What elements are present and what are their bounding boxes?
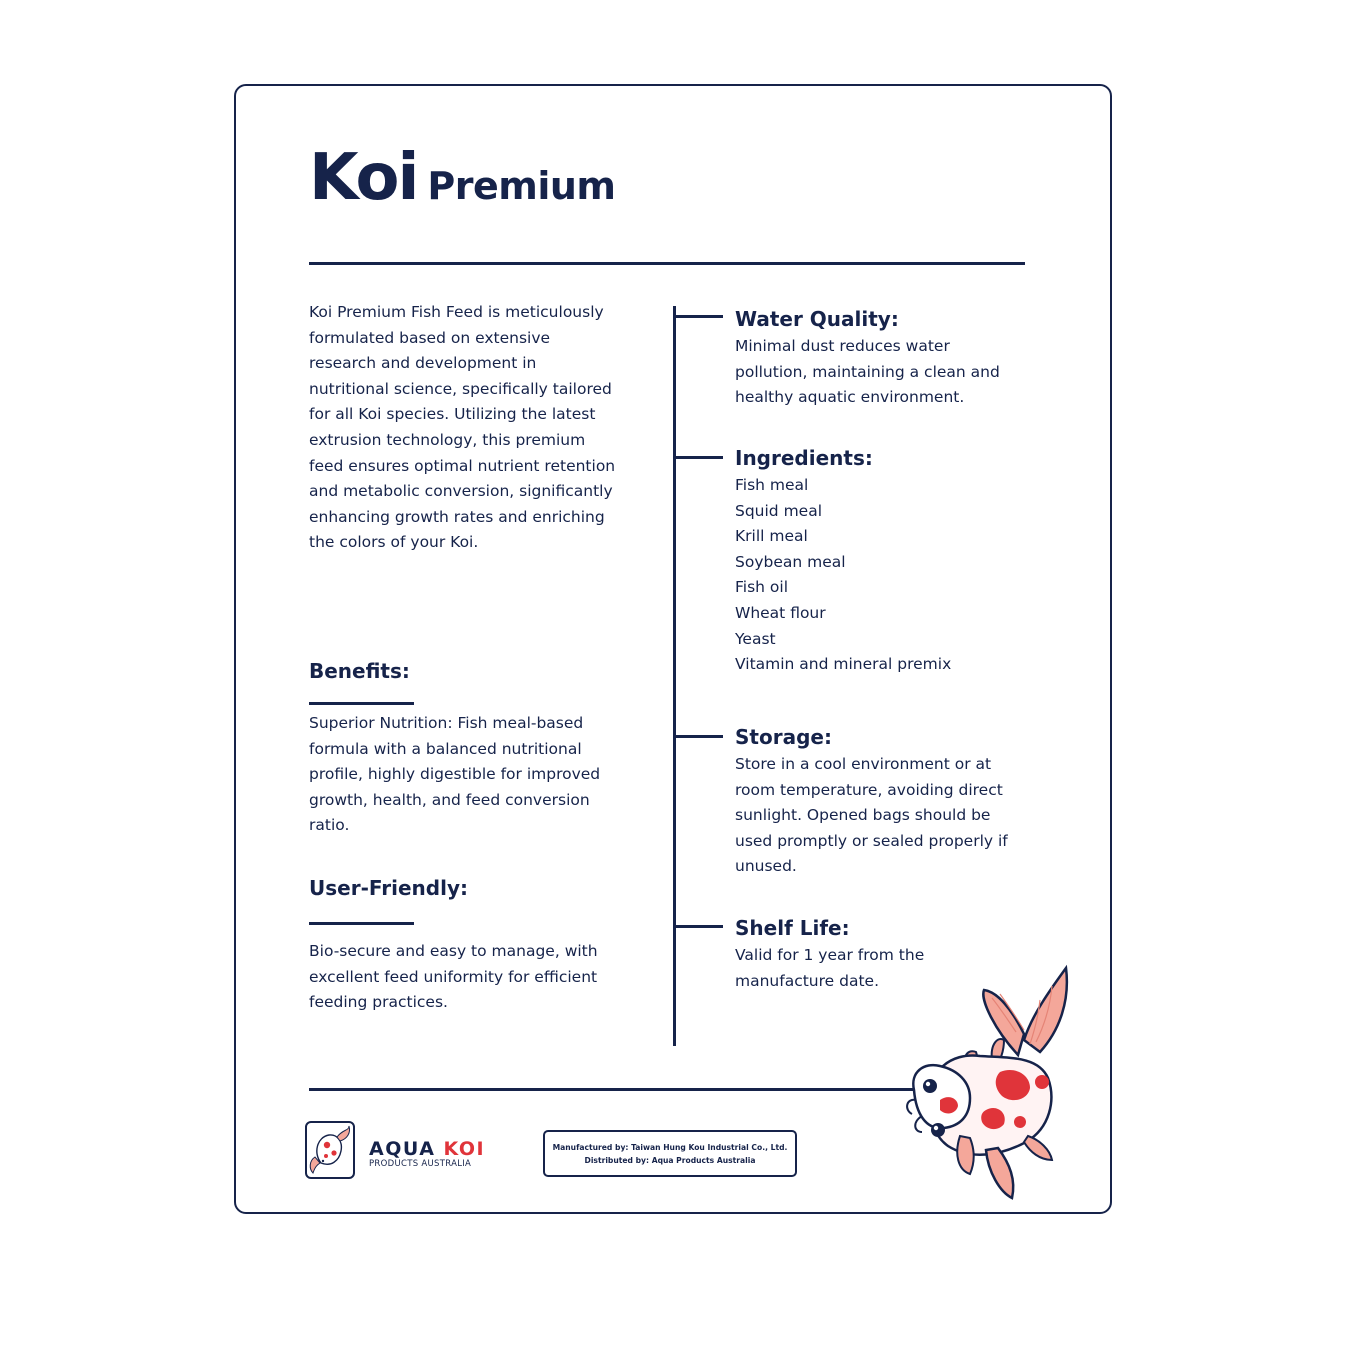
ingredients-heading: Ingredients: [735, 446, 873, 470]
list-item: Fish meal [735, 476, 809, 494]
list-item: Vitamin and mineral premix [735, 655, 952, 674]
footer-divider [309, 1088, 919, 1091]
water-quality-heading: Water Quality: [735, 307, 899, 331]
benefits-heading: Benefits: [309, 659, 410, 683]
shelf-life-text: Valid for 1 year from the manufacture date. [735, 946, 925, 990]
title-main: Koi [309, 141, 418, 215]
timeline-tick [673, 735, 723, 738]
timeline-line [673, 306, 676, 1046]
shelf-life-heading: Shelf Life: [735, 916, 850, 940]
list-item: Squid meal [735, 501, 823, 520]
list-item: Yeast [735, 629, 776, 648]
timeline-tick [673, 456, 723, 459]
benefits-underline [309, 702, 414, 705]
manufactured-by: Manufactured by: Taiwan Hung Kou Industrial Co., Ltd. [552, 1142, 788, 1152]
aqua-koi-logo-icon [305, 1121, 355, 1179]
brand-tagline: PRODUCTS AUSTRALIA [369, 1159, 472, 1169]
storage-section [735, 724, 1035, 880]
user-friendly-heading: User-Friendly: [309, 876, 468, 900]
user-friendly-text: Bio-secure and easy to manage, with excellent feed uniformity for efficient feeding practices. [309, 942, 598, 1012]
brand-name [369, 1138, 485, 1160]
title-sub: Premium [427, 164, 616, 208]
water-quality-section [735, 306, 1035, 411]
water-quality-text: Minimal dust reduces water pollution, maintaining a clean and healthy aquatic environment. [735, 337, 1000, 407]
intro-text: Koi Premium Fish Feed is meticulously formulated based on extensive research and development in nutritional science, specifically tailored for all Koi species. Utilizing the latest extrusion technology, this premium feed ensures optimal nutrient retention and metabolic conversion, significantly enhancing growth rates and enriching the colors of your Koi. [309, 303, 616, 552]
list-item: Fish oil [735, 578, 789, 597]
timeline-tick [673, 925, 723, 928]
ingredients-list [735, 473, 1035, 678]
title-divider [309, 262, 1025, 265]
brand-name-part-2: KOI [443, 1138, 486, 1160]
distributed-by: Distributed by: Aqua Products Australia [584, 1155, 756, 1165]
list-item: Soybean meal [735, 552, 846, 571]
benefits-text: Superior Nutrition: Fish meal-based formula with a balanced nutritional profile, highly digestible for improved growth, health, and feed conversion ratio. [309, 714, 601, 835]
koi-fish-illustration [900, 960, 1080, 1205]
user-friendly-underline [309, 922, 414, 925]
storage-heading: Storage: [735, 725, 832, 749]
ingredients-section [735, 445, 1035, 678]
brand-name-part-1: AQUA [369, 1138, 436, 1160]
page-title [309, 141, 616, 215]
list-item: Wheat flour [735, 603, 826, 622]
list-item: Krill meal [735, 527, 808, 546]
timeline-tick [673, 315, 723, 318]
manufacturer-box [543, 1130, 797, 1177]
storage-text: Store in a cool environment or at room temperature, avoiding direct sunlight. Opened bags should be used promptly or sealed properly if unused. [735, 755, 1008, 876]
